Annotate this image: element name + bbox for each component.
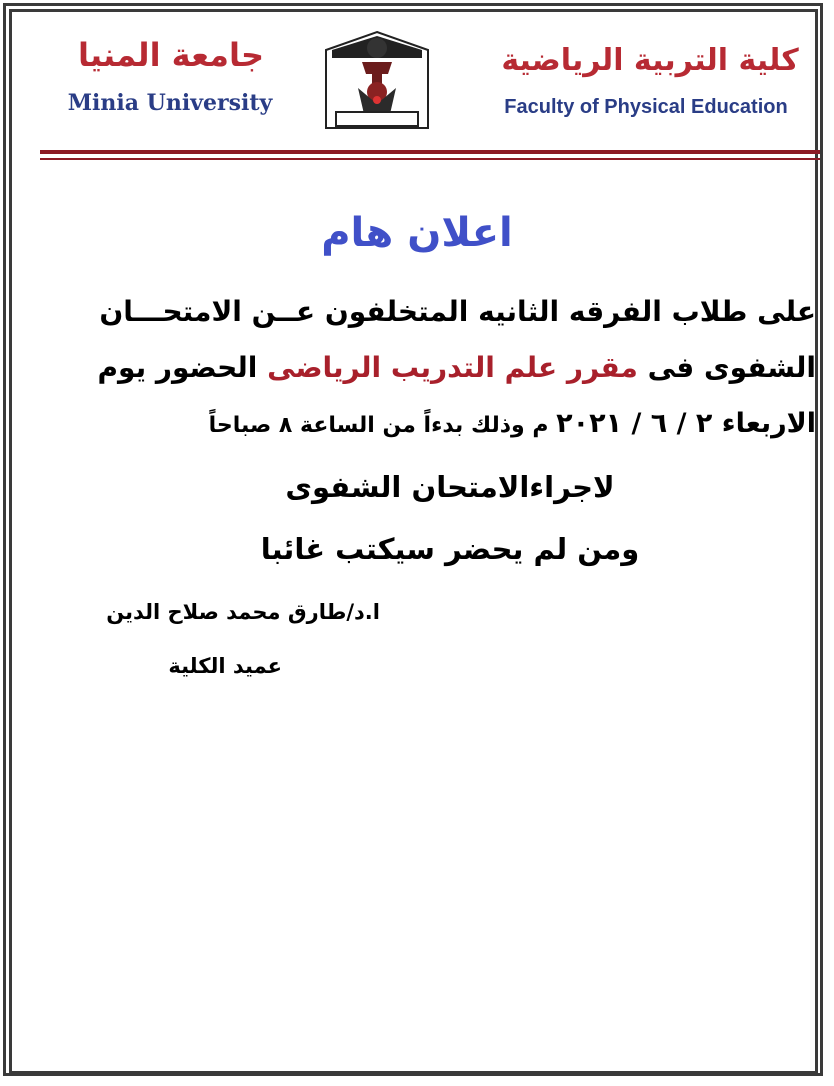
dean-title: عميد الكلية <box>168 654 282 678</box>
announcement-line-5: ومن لم يحضر سيكتب غائبا <box>260 532 640 566</box>
faculty-logo <box>318 28 436 132</box>
university-name-english: Minia University <box>67 90 273 116</box>
announcement-line-1: على طلاب الفرقه الثانيه المتخلفون عــن الامتحـــان <box>99 295 816 328</box>
faculty-name-english: Faculty of Physical Education <box>504 96 788 118</box>
exam-time: م وذلك بدءاً من الساعة ٨ صباحاً <box>208 413 557 438</box>
dean-name: ا.د/طارق محمد صلاح الدين <box>106 600 380 624</box>
announcement-line-4: لاجراءالامتحان الشفوى <box>285 470 615 504</box>
faculty-name-arabic: كلية التربية الرياضية <box>501 43 799 78</box>
exam-date: الاربعاء ٢ / ٦ / ٢٠٢١ <box>556 408 816 439</box>
header-divider <box>40 150 820 154</box>
announcement-title: اعلان هام <box>321 210 513 256</box>
line-2-end: الحضور يوم <box>97 351 268 384</box>
header-divider-thin <box>40 158 820 160</box>
announcement-body <box>20 288 816 456</box>
line-2-start: الشفوى فى <box>637 351 816 384</box>
announcement-line-3 <box>20 400 816 456</box>
announcement-line-2 <box>20 344 816 400</box>
university-name-arabic: جامعة المنيا <box>77 36 265 74</box>
course-name: مقرر علم التدريب الرياضى <box>267 351 638 384</box>
